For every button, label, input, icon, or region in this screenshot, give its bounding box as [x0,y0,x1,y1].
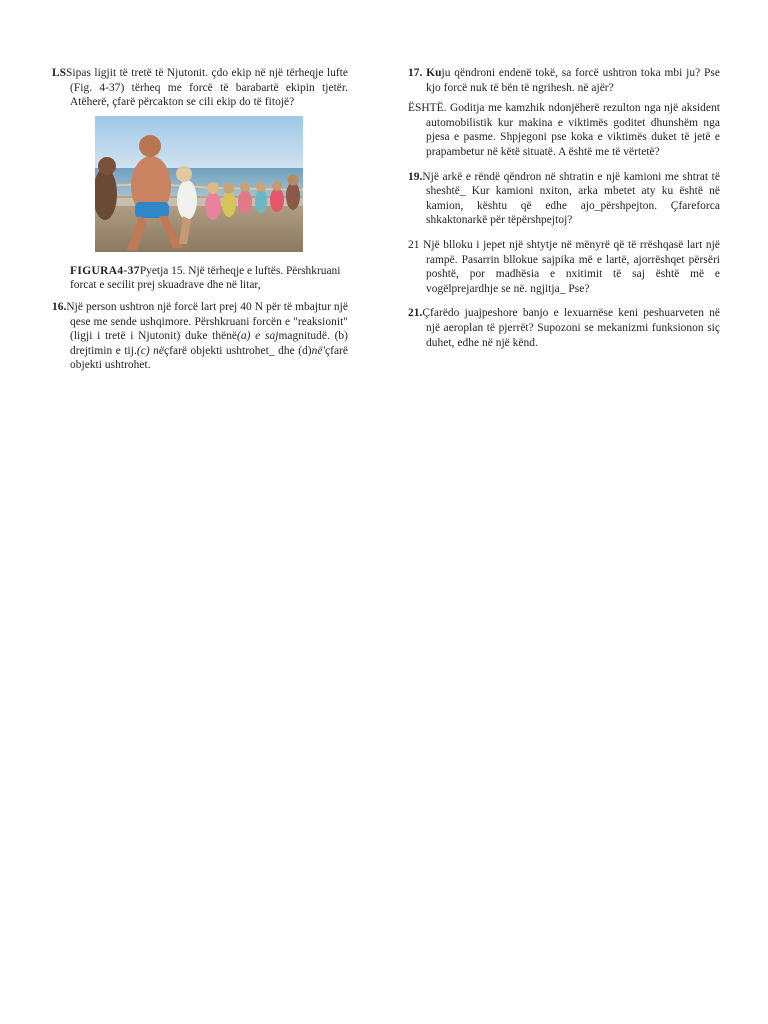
question-16-text-a: Një person ushtron një forcë lart prej 40 N për të mbajtur një qese me sende ushqimore. Përshkruani forcën e "reaksionit" (ligji i tretë i Njutonit) duke thënë [66,300,348,343]
right-column [408,66,720,350]
question-21-text: Çfarëdo juajpeshore banjo e lexuarnëse keni peshuarveten në një aeroplan të pjerrët? Supozoni se mekanizmi funksionon siç duhet, edhe në një kënd. [422,307,720,349]
question-18 [408,101,720,159]
question-16-text-d: (c) në [136,344,165,357]
question-21 [408,306,720,350]
figure-caption-text: Pyetja 15. Një tërheqje e luftës. Përshkruani forcat e secilit prej skuadrave dhe në litar, [70,264,341,292]
question-20 [408,238,720,296]
question-17-number: 17. Ku [408,67,442,79]
tug-of-war-photo [95,116,303,252]
question-18-text: ËSHTË. Goditja me kamzhik ndonjëherë rezulton nga një aksident automobilistik kur makina e viktimës goditet dhunshëm nga pjesa e pasme. Shpjegoni pse koka e viktimës duket të jetë e prapambetur në këtë situatë. A është me të vërtetë? [408,102,720,158]
question-15 [52,66,348,110]
question-16-number: 16. [52,300,67,313]
question-20-text: 21 Një blloku i jepet një shtytje në mënyrë që të rrëshqasë lart një rampë. Pasarrin bllokue sajpika më e lartë, ajorrëshqet përsëri poshtë, por madhësia e nxitimit të saj është më e vogëlprejardhje se në. ngjitja_ Pse? [408,238,720,295]
left-column [52,66,348,373]
question-16-text-g: çfarë objekti ushtrohet. [70,344,349,372]
question-19-text: Një arkë e rëndë qëndron në shtratin e një kamioni me shtrat të sheshtë_ Kur kamioni nxiton, arka mbetet aty ku është në kamion, kështu që edhe ajo_përshpejton. Çfareforca shkaktonarkë për tëpërshpejtoj? [422,170,720,227]
question-16 [52,300,348,373]
question-16-text-e: çfarë objekti ushtrohet_ dhe (d) [164,344,312,357]
question-17 [408,66,720,95]
question-19 [408,170,720,228]
question-16-text-c: magnitudë. (b) drejtimin e tij. [70,330,349,357]
question-16-text-b: (a) e saj [237,330,279,343]
question-15-text: Sipas ligjit të tretë të Njutonit. çdo ekip në një tërheqje lufte (Fig. 4-37) tërheq me forcë të barabartë ekipin tjetër. Atëherë, çfarë përcakton se cili ekip do të fitojë? [66,67,348,109]
question-19-number: 19. [408,170,423,183]
question-17-text: ju qëndroni endenë tokë, sa forcë ushtron toka mbi ju? Pse kjo forcë nuk të bën të ngrihesh. në ajër? [426,67,720,94]
figure-label: FIGURA4-37 [70,264,140,277]
question-16-text-f: në' [311,344,325,357]
figure-caption [70,264,348,293]
question-15-number: LS [52,67,67,79]
question-21-number: 21. [408,307,423,320]
